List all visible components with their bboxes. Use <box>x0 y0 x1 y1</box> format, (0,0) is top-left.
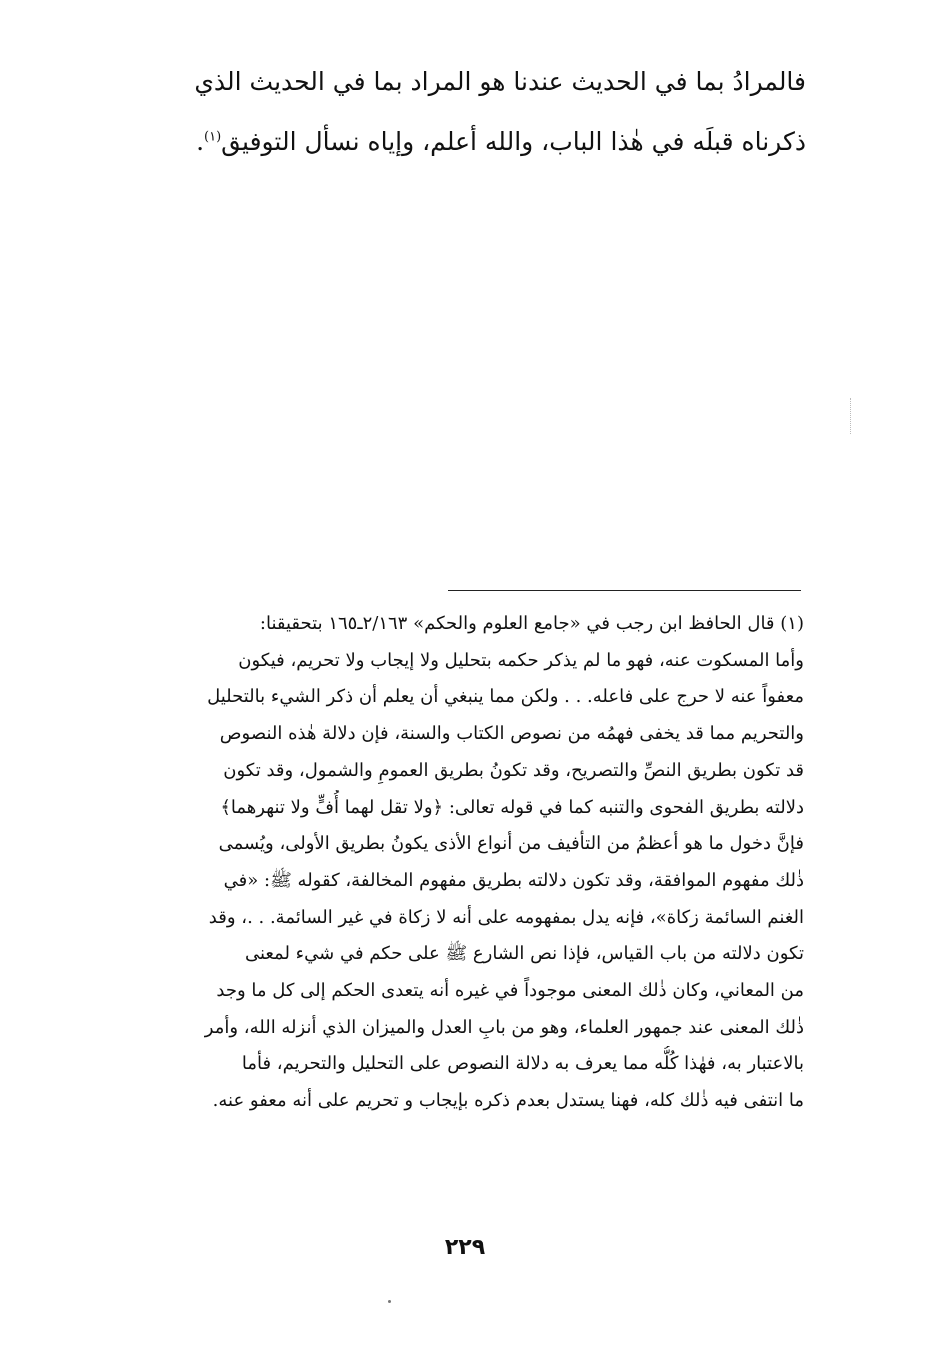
footnote-line: دلالته بطريق الفحوى والتنبه كما في قوله تعالى: ﴿ولا تقل لهما أُفٍّ ولا تنهرهما﴾ <box>220 796 804 818</box>
footnote-line: الغنم السائمة زكاة»، فإنه يدل بمفهومه على أنه لا زكاة في غير السائمة. . .، وقد <box>208 906 804 928</box>
scan-speck <box>388 1300 391 1303</box>
footnote-line: معفواً عنه لا حرج على فاعله. . . ولكن مما ينبغي أن يعلم أن ذكر الشيء بالتحليل <box>207 686 804 708</box>
footnote-separator-rule <box>448 590 801 591</box>
footnote-line: (١) قال الحافظ ابن رجب في «جامع العلوم والحكم» ٢/١٦٣ـ١٦٥ بتحقيقنا: <box>259 613 804 634</box>
main-text-line-2 <box>101 112 806 172</box>
footnote-line: ذٰلك المعنى عند جمهور العلماء، وهو من بابِ العدل والميزان الذي أنزله الله، وأمر <box>204 1016 804 1038</box>
page-number: ٢٢٩ <box>444 1235 486 1260</box>
main-text-line-2-end: . <box>196 127 205 156</box>
footnote-line: ذٰلك مفهوم الموافقة، وقد تكون دلالته بطريق مفهوم المخالفة، كقوله ﷺ: «في <box>223 869 804 891</box>
footnote-line: والتحريم مما قد يخفى فهمُه من نصوص الكتاب والسنة، فإن دلالة هٰذه النصوص <box>219 723 804 745</box>
footnote-line: بالاعتبار به، فهٰذا كُلُّه مما يعرف به دلالة النصوص على التحليل والتحريم، فأما <box>241 1053 804 1075</box>
footnote-line: من المعاني، وكان ذٰلك المعنى موجوداً في غيره أنه يتعدى الحكم إلى كل ما وجد <box>216 980 804 1002</box>
footnote-line: فإنَّ دخول ما هو أعظمُ من التأفيف من أنواع الأذى يكونُ بطريق الأولى، ويُسمى <box>218 833 804 855</box>
footnote-reference-marker[interactable]: (١) <box>204 129 222 145</box>
main-text-line-2-body: ذكرناه قبلَه في هٰذا الباب، والله أعلم، وإياه نسأل التوفيق <box>221 127 806 156</box>
margin-mark <box>850 398 851 434</box>
main-body-text <box>101 52 806 172</box>
footnote-line: وأما المسكوت عنه، فهو ما لم يذكر حكمه بتحليل ولا إيجاب ولا تحريم، فيكون <box>238 649 804 671</box>
footnote-line: قد تكون بطريق النصِّ والتصريح، وقد تكونُ بطريق العمومِ والشمول، وقد تكون <box>223 759 804 781</box>
main-text-line-1: فالمرادُ بما في الحديث عندنا هو المراد بما في الحديث الذي <box>194 67 806 96</box>
footnote-line: تكون دلالته من باب القياس، فإذا نص الشارع ﷺ على حكم في شيء لمعنى <box>244 943 804 965</box>
footnote-line: ما انتفى فيه ذٰلك كله، فهنا يستدل بعدم ذكره بإيجاب و تحريم على أنه معفو عنه. <box>212 1090 804 1112</box>
footnote-block <box>99 606 804 1120</box>
